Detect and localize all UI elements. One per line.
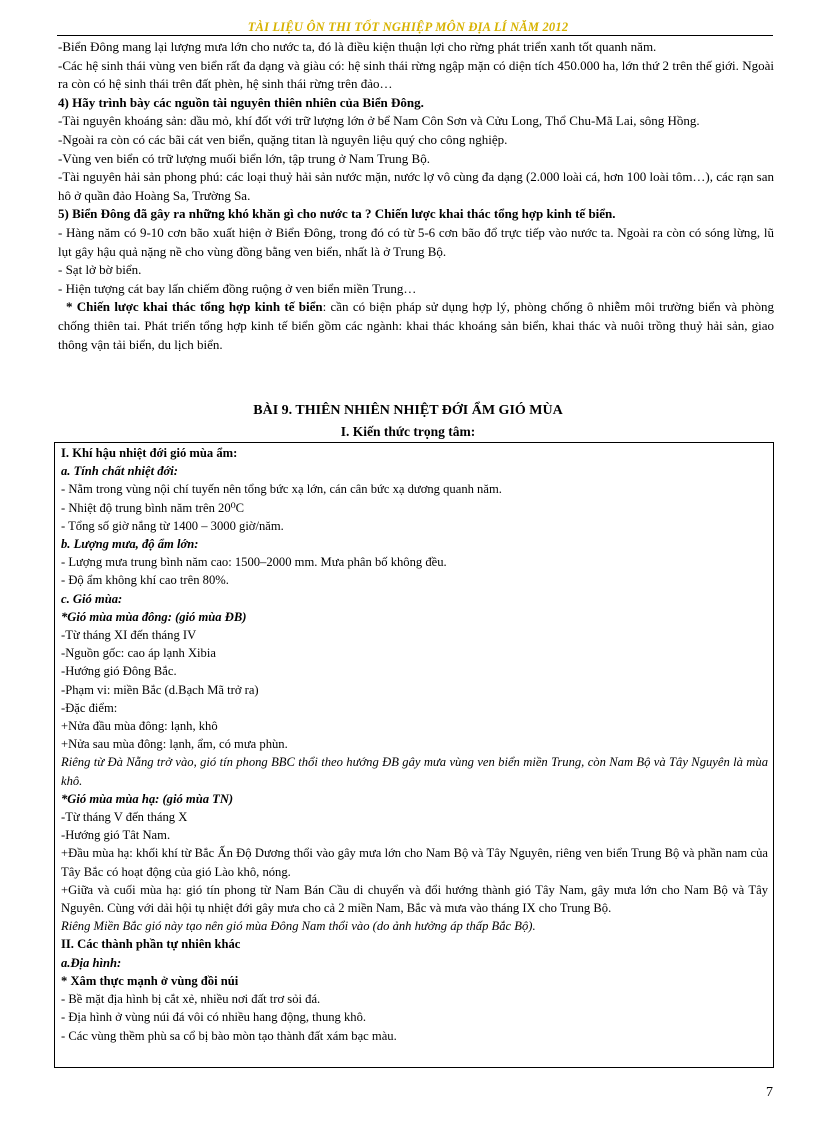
paragraph: -Biển Đông mang lại lượng mưa lớn cho nước ta, đó là điều kiện thuận lợi cho rừng phát triển xanh tốt quanh năm. bbox=[58, 39, 657, 54]
list-item: - Tổng số giờ nắng từ 1400 – 3000 giờ/năm. bbox=[61, 518, 284, 533]
paragraph: -Vùng ven biển có trữ lượng muối biển lớn, tập trung ở Nam Trung Bộ. bbox=[58, 150, 430, 166]
paragraph: - Hàng năm có 9-10 cơn bão xuất hiện ở Biển Đông, trong đó có từ 5-6 cơn bão đổ trực tiếp vào nước ta. Ngoài ra còn có sóng lừng, lũ lụt gây hậu quả nặng nề cho vùng đồng bằng ven biển, nhất là ở Trung Bộ. bbox=[58, 224, 774, 259]
page-number: 7 bbox=[766, 1085, 773, 1100]
paragraph: -Các hệ sinh thái vùng ven biển rất đa dạng và giàu có: hệ sinh thái rừng ngập mặn có diện tích 450.000 ha, lớn thứ 2 trên thế giới. Ngoài ra còn có hệ sinh thái trên đất phèn, hệ sinh thái rừng trên đảo… bbox=[58, 57, 774, 92]
note-paragraph: Riêng Miền Bắc gió này tạo nên gió mùa Đông Nam thổi vào (do ảnh hưởng áp thấp Bắc Bộ). bbox=[61, 919, 536, 934]
note-paragraph: Riêng từ Đà Nẵng trở vào, gió tín phong BBC thổi theo hướng ĐB gây mưa vùng ven biển miền Trung, còn Nam Bộ và Tây Nguyên là mùa khô. bbox=[61, 755, 768, 788]
list-item: -Từ tháng V đến tháng X bbox=[61, 810, 188, 825]
subsection-heading: * Xâm thực mạnh ở vùng đồi núi bbox=[61, 973, 239, 988]
question-heading: 4) Hãy trình bày các nguồn tài nguyên thiên nhiên của Biển Đông. bbox=[58, 94, 424, 110]
paragraph: -Tài nguyên hải sản phong phú: các loại thuỷ hải sản nước mặn, nước lợ vô cùng đa dạng (2.000 loài cá, hơn 100 loài tôm…), các rạn san hô ở quần đảo Hoàng Sa, Trường Sa. bbox=[58, 169, 774, 203]
list-item: -Nguồn gốc: cao áp lạnh Xibia bbox=[61, 646, 216, 661]
subsection-heading: a.Địa hình: bbox=[61, 955, 122, 970]
list-item: +Giữa và cuối mùa hạ: gió tín phong từ Nam Bán Cầu di chuyển và đổi hướng thành gió Tây Nam, gây mưa lớn cho Nam Bộ và Tây Nguyên. Cùng với dải hội tụ nhiệt đới gây mưa cho cả 2 miền Nam, Bắc và mưa vào tháng IX cho Trung Bộ. bbox=[61, 882, 768, 916]
paragraph: -Ngoài ra còn có các bãi cát ven biển, quặng titan là nguyên liệu quý cho công nghiệp. bbox=[58, 131, 508, 147]
list-item: +Nửa sau mùa đông: lạnh, ẩm, có mưa phùn. bbox=[61, 737, 288, 752]
list-item: +Nửa đầu mùa đông: lạnh, khô bbox=[61, 719, 218, 734]
list-item: - Các vùng thềm phù sa cổ bị bào mòn tạo thành đất xám bạc màu. bbox=[61, 1028, 397, 1043]
strategy-label: * Chiến lược khai thác tổng hợp kinh tế biển bbox=[66, 299, 323, 315]
subsection-heading: *Gió mùa mùa hạ: (gió mùa TN) bbox=[61, 791, 234, 806]
subsection-heading: b. Lượng mưa, độ ẩm lớn: bbox=[61, 537, 199, 552]
section-continuation bbox=[58, 38, 774, 354]
header-divider bbox=[57, 35, 773, 36]
subsection-heading: a. Tính chất nhiệt đới: bbox=[61, 464, 178, 479]
list-item: -Hướng gió Tât Nam. bbox=[61, 828, 171, 843]
list-item: - Lượng mưa trung bình năm cao: 1500–2000 mm. Mưa phân bố không đều. bbox=[61, 555, 447, 570]
list-item: -Phạm vi: miền Bắc (d.Bạch Mã trở ra) bbox=[61, 682, 259, 697]
lesson-title: BÀI 9. THIÊN NHIÊN NHIỆT ĐỚI ẨM GIÓ MÙA bbox=[253, 403, 563, 418]
subsection-heading: c. Gió mùa: bbox=[61, 591, 123, 606]
lesson-subtitle: I. Kiến thức trọng tâm: bbox=[340, 424, 476, 439]
strategy-text: : cần có biện pháp sử dụng hợp lý, phòng chống ô nhiễm môi trường biển và phòng chống thiên tai. Phát triển tổng hợp kinh tế biển gồm các ngành: khai thác khoáng sản biển, khai thác và nuôi trồng thuỷ hải sản, giao thông vận tải biển, du lịch biển. bbox=[58, 299, 774, 352]
list-item: -Đặc điểm: bbox=[61, 700, 118, 715]
strategy-paragraph bbox=[58, 298, 774, 354]
subsection-heading: *Gió mùa mùa đông: (gió mùa ĐB) bbox=[61, 609, 247, 624]
key-knowledge-box bbox=[54, 442, 774, 1068]
paragraph: - Hiện tượng cát bay lấn chiếm đồng ruộng ở ven biển miền Trung… bbox=[58, 280, 417, 296]
document-header: TÀI LIỆU ÔN THI TỐT NGHIỆP MÔN ĐỊA LÍ NĂM 2012 bbox=[247, 20, 569, 34]
paragraph: - Sạt lở bờ biển. bbox=[58, 262, 142, 278]
list-item: - Độ ẩm không khí cao trên 80%. bbox=[61, 573, 229, 588]
question-heading: 5) Biển Đông đã gây ra những khó khăn gì cho nước ta ? Chiến lược khai thác tổng hợp kinh tế biển. bbox=[58, 206, 616, 222]
list-item: +Đầu mùa hạ: khối khí từ Bắc Ấn Độ Dương thổi vào gây mưa lớn cho Nam Bộ và Tây Nguyên, riêng ven biển Trung Bộ và phần nam của Tây Bắc có hoạt động của gió Lào khô, nóng. bbox=[61, 846, 768, 879]
list-item: -Hướng gió Đông Bắc. bbox=[61, 664, 177, 679]
list-item: - Nhiệt độ trung bình năm trên 20⁰C bbox=[61, 500, 245, 515]
list-item: - Địa hình ở vùng núi đá vôi có nhiều hang động, thung khô. bbox=[61, 1010, 367, 1025]
paragraph: -Tài nguyên khoáng sản: dầu mỏ, khí đốt với trữ lượng lớn ở bể Nam Côn Sơn và Cửu Long, Thổ Chu-Mã Lai, sông Hồng. bbox=[58, 113, 700, 129]
section-heading: II. Các thành phần tự nhiên khác bbox=[61, 937, 241, 952]
list-item: -Từ tháng XI đến tháng IV bbox=[61, 628, 197, 643]
section-heading: I. Khí hậu nhiệt đới gió mùa ẩm: bbox=[61, 446, 238, 460]
list-item: - Bề mặt địa hình bị cắt xẻ, nhiều nơi đất trơ sỏi đá. bbox=[61, 992, 321, 1007]
list-item: - Nằm trong vùng nội chí tuyến nên tổng bức xạ lớn, cán cân bức xạ dương quanh năm. bbox=[61, 482, 502, 497]
